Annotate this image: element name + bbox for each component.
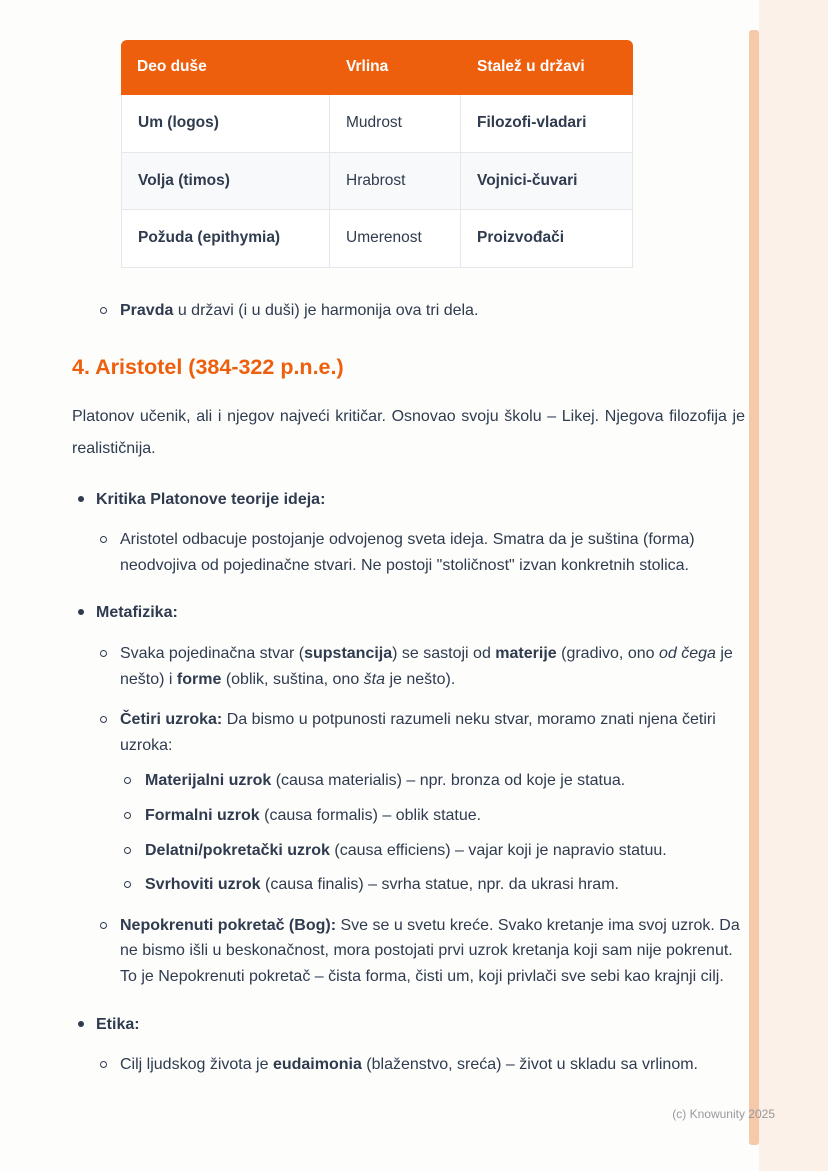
item-text xyxy=(120,711,716,754)
topic-item xyxy=(72,1012,745,1078)
list-item xyxy=(100,527,745,578)
text-segment: Cilj ljudskog života je xyxy=(120,1056,273,1074)
table-cell: Filozofi-vladari xyxy=(461,95,633,153)
table-row xyxy=(121,95,633,153)
text-segment: (causa formalis) – oblik statue. xyxy=(259,807,482,824)
topic-label: Metafizika: xyxy=(96,604,178,622)
text-segment: Materijalni uzrok xyxy=(145,772,272,790)
intro-paragraph: Platonov učenik, ali i njegov najveći kritičar. Osnovao svoju školu – Likej. Njegova filozofija je realističnija. xyxy=(72,407,745,457)
text-segment: supstancija xyxy=(304,645,393,663)
text-segment: Četiri uzroka: xyxy=(120,711,223,729)
text-segment: forme xyxy=(176,670,222,688)
text-segment: (oblik, suština, ono xyxy=(221,670,364,688)
soul-parts-table xyxy=(121,40,633,268)
topic-item xyxy=(72,600,745,989)
text-segment: eudaimonia xyxy=(272,1056,362,1074)
text-segment: Pravda xyxy=(120,302,174,320)
document-content xyxy=(72,40,745,1100)
table-head xyxy=(121,40,633,95)
table-header-cell: Vrlina xyxy=(330,40,461,95)
table-body xyxy=(121,95,633,268)
bullet-sublist xyxy=(100,527,745,578)
list-item xyxy=(124,872,745,898)
topic-list xyxy=(72,487,745,1078)
text-segment: Delatni/pokretački uzrok xyxy=(145,841,330,859)
text-segment: (causa materialis) – npr. bronza od koje je statua. xyxy=(271,772,626,790)
text-segment: (causa finalis) – svrha statue, npr. da ukrasi hram. xyxy=(260,876,619,894)
item-text xyxy=(120,531,695,574)
table-cell: Volja (timos) xyxy=(121,153,330,211)
table-cell: Umerenost xyxy=(330,210,461,268)
list-item xyxy=(100,1052,745,1078)
text-segment: šta xyxy=(363,670,386,688)
item-text xyxy=(145,842,667,859)
text-segment: Formalni uzrok xyxy=(145,807,260,824)
table-cell: Požuda (epithymia) xyxy=(121,210,330,268)
text-segment: Nepokrenuti pokretač (Bog): xyxy=(120,916,337,934)
text-segment: materije xyxy=(495,645,557,663)
section-heading: 4. Aristotel (384-322 p.n.e.) xyxy=(72,354,344,379)
table-header-cell: Stalež u državi xyxy=(461,40,633,95)
text-segment: Aristotel odbacuje postojanje odvojenog sveta ideja. Smatra da je suština (forma) neodvojiva od pojedinačne stvari. Ne postoji "stoličnost" izvan konkretnih stolica. xyxy=(120,531,695,574)
table-row xyxy=(121,210,633,268)
list-item xyxy=(124,768,745,794)
text-segment: je nešto). xyxy=(385,670,456,688)
topic-label: Kritika Platonove teorije ideja: xyxy=(96,490,326,508)
table-cell: Hrabrost xyxy=(330,153,461,211)
text-segment: u državi (i u duši) je harmonija ova tri dela. xyxy=(173,302,479,320)
item-text xyxy=(120,1056,698,1073)
list-item xyxy=(124,803,745,829)
text-segment: Da bismo u potpunosti razumeli neku stvar, moramo znati njena četiri uzroka: xyxy=(120,711,716,754)
topic-label: Etika: xyxy=(96,1015,140,1033)
decorative-stripe xyxy=(749,30,759,1145)
list-item xyxy=(124,838,745,864)
table-cell: Proizvođači xyxy=(461,210,633,268)
table-row xyxy=(121,153,633,211)
bullet-sublist xyxy=(100,1052,745,1078)
list-item xyxy=(100,641,745,692)
table-cell: Vojnici-čuvari xyxy=(461,153,633,211)
text-segment: Sve se u svetu kreće. Svako kretanje ima svoj uzrok. Da ne bismo išli u beskonačnost, mora postojati prvi uzrok kretanja koji sam nije pokrenut. To je Nepokrenuti pokretač – čista forma, čisti um, koji privlači sve sebi kao krajnji cilj. xyxy=(120,916,740,985)
table-cell: Um (logos) xyxy=(121,95,330,153)
item-text xyxy=(120,645,733,688)
text-segment: ) se sastoji od xyxy=(392,645,496,663)
topic-item xyxy=(72,487,745,579)
list-item xyxy=(100,707,745,898)
table-header-row xyxy=(121,40,633,95)
pravda-text xyxy=(120,302,478,319)
right-margin-band xyxy=(759,0,828,1171)
text-segment: je nešto) i xyxy=(120,645,733,688)
pravda-bullet xyxy=(100,298,745,324)
text-segment: (gradivo, ono xyxy=(556,645,659,663)
item-text xyxy=(145,772,625,789)
table-header-cell: Deo duše xyxy=(121,40,330,95)
table-cell: Mudrost xyxy=(330,95,461,153)
text-segment: (blaženstvo, sreća) – život u skladu sa vrlinom. xyxy=(361,1056,698,1074)
copyright-footer: (c) Knowunity 2025 xyxy=(672,1107,775,1121)
text-segment: od čega xyxy=(658,645,716,663)
bullet-sublist xyxy=(124,768,745,897)
list-item xyxy=(100,913,745,990)
text-segment: (causa efficiens) – vajar koji je napravio statuu. xyxy=(329,841,667,859)
bullet-sublist xyxy=(100,641,745,990)
text-segment: Svaka pojedinačna stvar ( xyxy=(120,645,305,663)
item-text xyxy=(120,917,740,985)
item-text xyxy=(145,876,619,893)
item-text xyxy=(145,807,481,824)
text-segment: Svrhoviti uzrok xyxy=(145,876,261,894)
